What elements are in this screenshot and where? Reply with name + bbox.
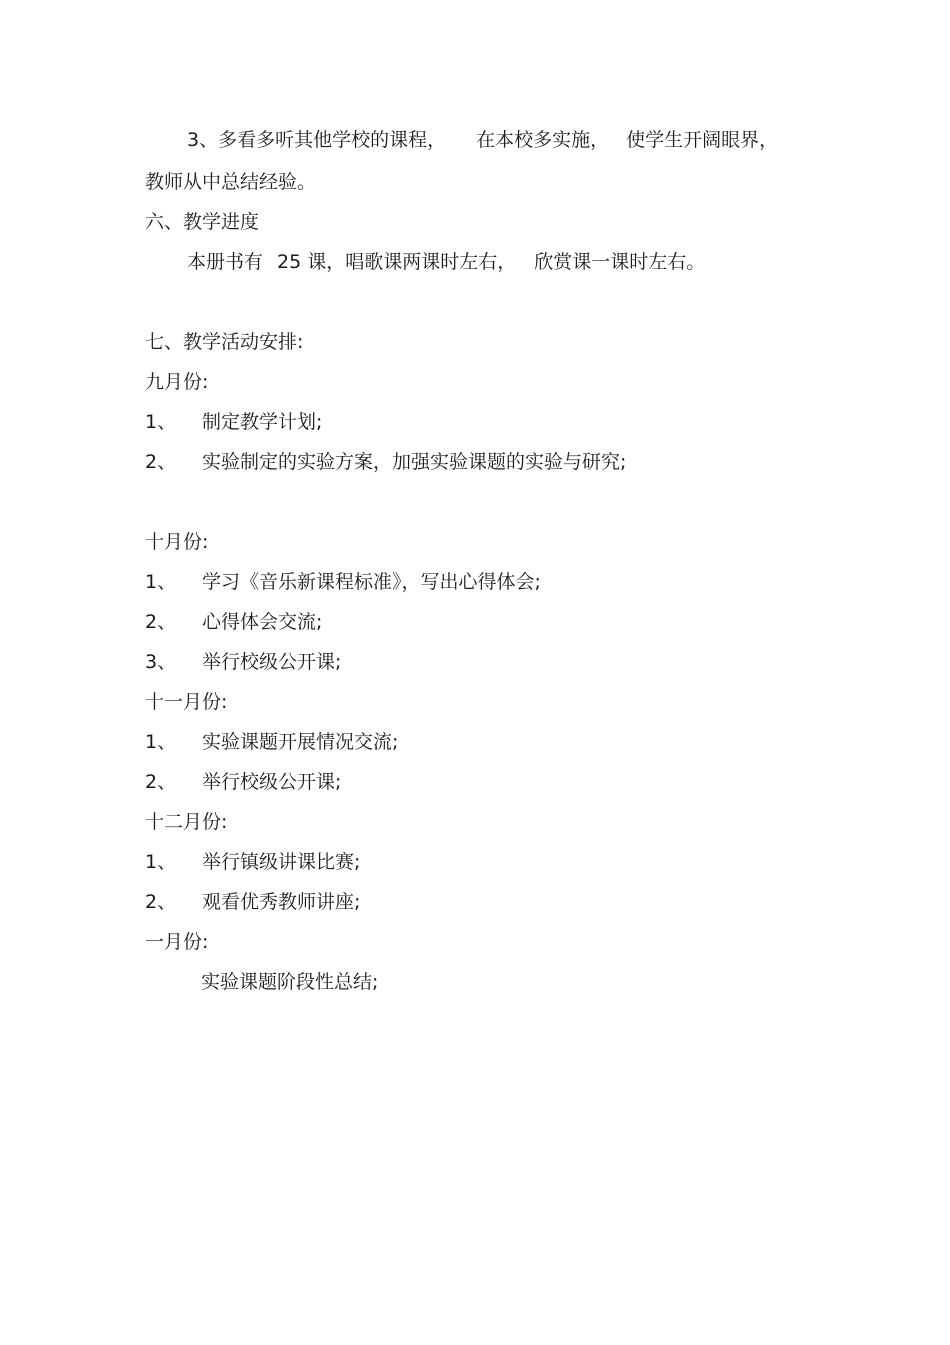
list-item-text: 制定教学计划; — [202, 411, 323, 433]
list-item-text: 实验制定的实验方案，加强实验课题的实验与研究; — [202, 451, 627, 473]
list-item — [145, 730, 398, 754]
section-6-lesson-count: 25 — [277, 251, 302, 273]
month-label-january: 一月份: — [145, 931, 209, 953]
list-item-number: 1、 — [145, 851, 177, 873]
list-item-number: 1、 — [145, 571, 177, 593]
section-7-heading: 七、教学活动安排: — [145, 331, 304, 353]
list-item — [145, 890, 360, 914]
list-item-number: 1、 — [145, 411, 177, 433]
list-item-text: 实验课题开展情况交流; — [202, 731, 399, 753]
intro-text-c: 使学生开阔眼界， — [626, 129, 779, 151]
january-plan-text: 实验课题阶段性总结; — [201, 971, 379, 993]
intro-text-b: 在本校多实施， — [476, 129, 610, 151]
section-6-heading: 六、教学进度 — [145, 211, 260, 233]
intro-line-2: 教师从中总结经验。 — [145, 171, 317, 193]
list-item-number: 3、 — [145, 651, 177, 673]
month-label-october: 十月份: — [145, 531, 209, 553]
list-item — [145, 610, 322, 634]
section-6-text-a: 本册书有 — [187, 251, 264, 273]
list-item-text: 举行校级公开课; — [202, 651, 342, 673]
list-item-number: 1、 — [145, 731, 177, 753]
section-6-text — [187, 250, 705, 274]
intro-line-1 — [187, 128, 778, 152]
list-item-number: 2、 — [145, 451, 177, 473]
list-item-number: 2、 — [145, 611, 177, 633]
list-item-text: 举行校级公开课; — [202, 771, 342, 793]
list-item — [145, 770, 341, 794]
list-item — [145, 410, 322, 434]
section-6-text-c: 欣赏课一课时左右。 — [534, 251, 706, 273]
intro-text-a: 3、多看多听其他学校的课程， — [187, 129, 447, 151]
list-item — [145, 850, 360, 874]
list-item-text: 观看优秀教师讲座; — [202, 891, 361, 913]
list-item — [145, 450, 626, 474]
month-label-december: 十二月份: — [145, 811, 228, 833]
list-item-text: 心得体会交流; — [202, 611, 323, 633]
month-label-november: 十一月份: — [145, 691, 228, 713]
month-label-september: 九月份: — [145, 371, 209, 393]
list-item — [145, 650, 341, 674]
list-item-text: 举行镇级讲课比赛; — [202, 851, 361, 873]
list-item — [145, 570, 541, 594]
list-item-number: 2、 — [145, 771, 177, 793]
list-item-text: 学习《音乐新课程标准》，写出心得体会; — [202, 571, 541, 593]
section-6-text-b: 课，唱歌课两课时左右， — [307, 251, 517, 273]
list-item-number: 2、 — [145, 891, 177, 913]
